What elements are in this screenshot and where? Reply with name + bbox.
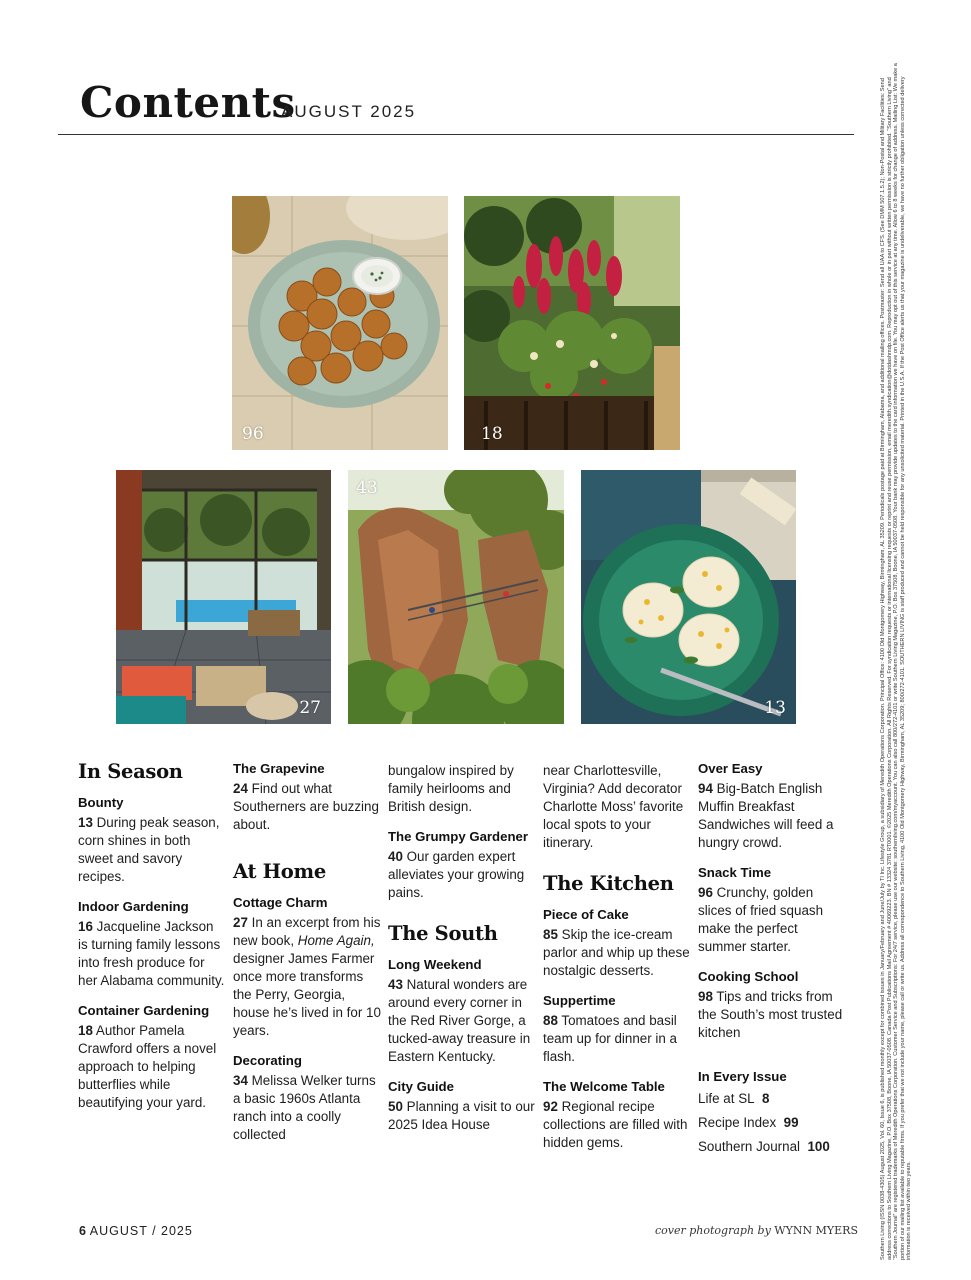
photo-page-number: 13: [764, 698, 786, 718]
entry-head-suppertime[interactable]: Suppertime: [543, 993, 616, 1008]
column-2: [233, 760, 381, 1156]
section-title-in-season: In Season: [78, 760, 183, 783]
entry-desc: 50 Planning a visit to our 2025 Idea House: [388, 1099, 535, 1132]
entry-desc: 88 Tomatoes and basil team up for dinner in a flash.: [543, 1013, 677, 1064]
entry-head-welcome-table[interactable]: The Welcome Table: [543, 1079, 665, 1094]
page-number: 6: [79, 1224, 86, 1238]
entry-desc: 94 Big-Batch English Muffin Breakfast Sandwiches will feed a hungry crowd.: [698, 781, 834, 850]
entry-head-in-every-issue: In Every Issue: [698, 1069, 787, 1084]
entry-desc: 92 Regional recipe collections are filled with hidden gems.: [543, 1099, 688, 1150]
footer-page-label: 6 AUGUST / 2025: [79, 1224, 193, 1238]
column-1: [78, 760, 226, 1124]
entry-desc-continued: bungalow inspired by family heirlooms and British design.: [388, 763, 514, 814]
entry-head-over-easy[interactable]: Over Easy: [698, 761, 763, 776]
section-title-the-south: The South: [388, 922, 498, 945]
cover-credit: cover photograph by WYNN MYERS: [655, 1224, 858, 1237]
entry-desc: 27 In an excerpt from his new book, Home Again, designer James Farmer once more transforms the Perry, Georgia, house he’s lived in for 10 years.: [233, 915, 381, 1038]
entry-head-piece-of-cake[interactable]: Piece of Cake: [543, 907, 629, 922]
entry-desc: 16 Jacqueline Jackson is turning family lessons into fresh produce for her Alabama community.: [78, 919, 225, 988]
entry-head-grapevine[interactable]: The Grapevine: [233, 761, 325, 776]
entry-desc: 18 Author Pamela Crawford offers a novel approach to helping butterflies while beautifying your yard.: [78, 1023, 217, 1110]
photo-page-number: 18: [481, 424, 503, 444]
column-3: [388, 760, 536, 1146]
section-title-at-home: At Home: [233, 860, 326, 883]
photo-ice-cream-bowl[interactable]: [581, 470, 796, 724]
entry-head-long-weekend[interactable]: Long Weekend: [388, 957, 482, 972]
entry-head-cottage-charm[interactable]: Cottage Charm: [233, 895, 328, 910]
section-title-the-kitchen: The Kitchen: [543, 872, 674, 895]
legal-fine-print: Southern Living (ISSN 0038-4305) August 2025, Vol. 60, Issue 6, is published monthly except for combined issues in January/February and June/July by TI Inc. Lifestyle Group, a subsidiary of Meredith Operations Corporation. Principal Office: 4100 Old Montgomery Highway, Birmingham, AL 35209. Periodicals postage paid at Birmingham, Alabama, and additional mailing offices. Postmaster: Send all UAA to CFS. (See DMM 507.1.5.2); Non-Postal and Military Facilities: Send address corrections to Southern Living Magazine, P.O. Box 37508, Boone, IA 50037-0508. Canada Post Publications Mail Agreement # 40069223. BN # 13324 3781 RT0001. ©2025 Meredith Operations Corporation. All Rights Reserved. For syndication requests or international licensing requests or reprint and reuse permission, email meredith.syndication@dotdashmdp.com. Reproduction in whole or in part without written permission is strictly prohibited. “Southern Living” and “Southern Journal” are registered trademarks of Meredith Operations Corporation. Customer Service and Subscriptions: For 24/7 service, please use our website: southernliving.com/myaccount. You can also call 800/272-4101 or write Southern Living Magazine, P.O. Box 37508, Boone, IA 50037-0508. Your bank may provide updates to the card information we have on file. You may opt out of this service at any time. Allow 6 to 8 weeks for change of address. Mailing List: We make a portion of our mailing list available to reputable firms. If you prefer that we not include your name, please call or write us. Address all correspondence to Southern Living, 4100 Old Montgomery Highway, Birmingham, AL 35209; 800/272-4101. SOUTHERN LIVING is staff produced and cannot be held responsible for any unsolicited material. Printed in the U.S.A. If the Post Office alerts us that your magazine is undeliverable, we have no further obligation unless corrected delivery information is received within two years.: [880, 63, 913, 1260]
entry-head-indoor-gardening[interactable]: Indoor Gardening: [78, 899, 189, 914]
page-title: Contents: [80, 78, 296, 127]
issue-item-southern-journal[interactable]: Southern Journal 100: [698, 1139, 830, 1154]
entry-desc: 34 Melissa Welker turns a basic 1960s Atlanta ranch into a coolly collected: [233, 1073, 376, 1142]
entry-head-bounty[interactable]: Bounty: [78, 795, 124, 810]
entry-head-decorating[interactable]: Decorating: [233, 1053, 302, 1068]
entry-head-cooking-school[interactable]: Cooking School: [698, 969, 799, 984]
photo-page-number: 96: [242, 424, 264, 444]
photo-flower-planter[interactable]: [464, 196, 680, 450]
photo-page-number: 43: [356, 478, 378, 498]
entry-desc: 13 During peak season, corn shines in both sweet and savory recipes.: [78, 815, 220, 884]
entry-desc: 24 Find out what Southerners are buzzing about.: [233, 781, 379, 832]
column-5: [698, 760, 846, 1162]
entry-desc: 85 Skip the ice-cream parlor and whip up these nostalgic desserts.: [543, 927, 690, 978]
entry-head-container-gardening[interactable]: Container Gardening: [78, 1003, 210, 1018]
photo-red-river-gorge[interactable]: [348, 470, 564, 724]
entry-desc: 98 Tips and tricks from the South’s most trusted kitchen: [698, 989, 843, 1040]
entry-desc: 43 Natural wonders are around every corner in the Red River Gorge, a tucked-away treasure in Eastern Kentucky.: [388, 977, 531, 1064]
header-divider: [58, 134, 854, 135]
photo-porch-pool[interactable]: [116, 470, 331, 724]
issue-item-life-at-sl[interactable]: Life at SL 8: [698, 1091, 770, 1106]
entry-desc: 40 Our garden expert alleviates your growing pains.: [388, 849, 525, 900]
issue-date: AUGUST 2025: [281, 102, 417, 121]
entry-head-grumpy-gardener[interactable]: The Grumpy Gardener: [388, 829, 528, 844]
entry-desc: 96 Crunchy, golden slices of fried squash make the perfect summer starter.: [698, 885, 824, 954]
photo-fried-squash[interactable]: [232, 196, 448, 450]
photo-page-number: 27: [299, 698, 321, 718]
issue-item-recipe-index[interactable]: Recipe Index 99: [698, 1115, 799, 1130]
column-4: [543, 760, 691, 1164]
entry-desc-continued: near Charlottesville, Virginia? Add decorator Charlotte Moss’ favorite local spots to your itinerary.: [543, 763, 684, 850]
entry-head-snack-time[interactable]: Snack Time: [698, 865, 772, 880]
entry-head-city-guide[interactable]: City Guide: [388, 1079, 454, 1094]
